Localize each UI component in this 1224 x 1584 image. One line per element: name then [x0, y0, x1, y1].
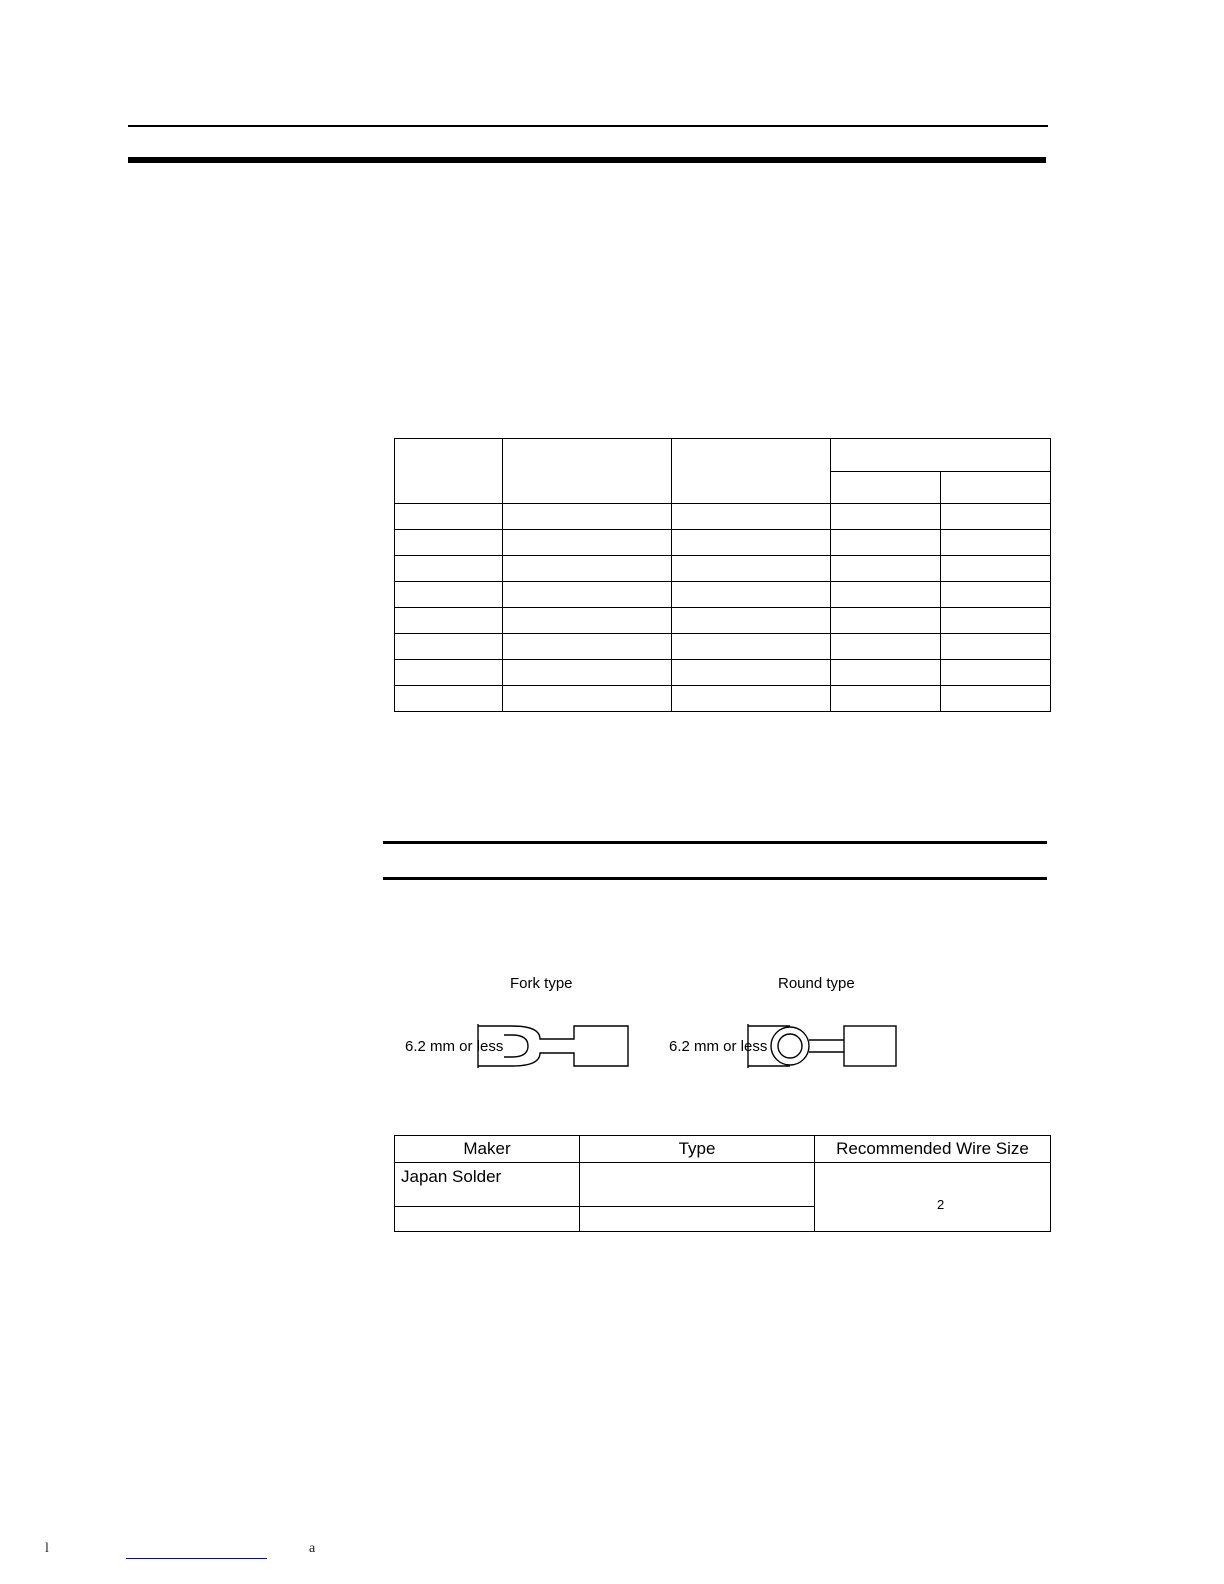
table-cell: [503, 686, 672, 712]
table-cell: [941, 686, 1051, 712]
table-cell: [831, 608, 941, 634]
table-row: [395, 608, 1051, 634]
table-cell: [672, 556, 831, 582]
table-cell: [503, 582, 672, 608]
table-cell: [395, 582, 503, 608]
table-row: [395, 530, 1051, 556]
table-cell: [395, 439, 503, 504]
table-cell: [831, 439, 1051, 472]
table-cell: [672, 582, 831, 608]
table-cell: [831, 530, 941, 556]
type-cell: [580, 1207, 815, 1232]
table-row: [395, 504, 1051, 530]
type-header: Type: [580, 1136, 815, 1163]
table-cell: [831, 634, 941, 660]
table-cell: [672, 634, 831, 660]
table-cell: [672, 660, 831, 686]
wire-size-cell: [815, 1163, 1051, 1232]
table-cell: [831, 660, 941, 686]
section-rule-bottom: [383, 877, 1047, 880]
fork-type-label: Fork type: [510, 975, 573, 992]
table-cell: [672, 530, 831, 556]
table-cell: [941, 472, 1051, 504]
table-cell: [503, 634, 672, 660]
round-type-label: Round type: [778, 975, 855, 992]
table-cell: [831, 472, 941, 504]
footer-right-char: a: [309, 1541, 316, 1556]
table-cell: [941, 530, 1051, 556]
maker-cell: Japan Solder: [395, 1163, 580, 1207]
table-cell: [503, 660, 672, 686]
table-cell: [831, 556, 941, 582]
table-cell: [395, 556, 503, 582]
table-cell: [503, 556, 672, 582]
table-cell: [503, 530, 672, 556]
table-cell: [395, 608, 503, 634]
table-row: [395, 556, 1051, 582]
table-cell: [395, 686, 503, 712]
round-terminal-icon: [740, 1018, 900, 1074]
table-cell: [503, 504, 672, 530]
header-rule-thick: [128, 157, 1046, 163]
table-row: [395, 1163, 1051, 1207]
maker-table: [394, 1135, 1051, 1232]
table-row: [395, 660, 1051, 686]
table-cell: [941, 504, 1051, 530]
maker-header: Maker: [395, 1136, 580, 1163]
spec-table: [394, 438, 1051, 712]
wire-size-superscript: 2: [937, 1197, 945, 1212]
table-header-row: [395, 1136, 1051, 1163]
table-cell: [941, 660, 1051, 686]
table-cell: [941, 582, 1051, 608]
footer-left-char: l: [45, 1541, 49, 1556]
table-row: [395, 439, 1051, 472]
table-cell: [395, 504, 503, 530]
table-cell: [395, 660, 503, 686]
fork-terminal-icon: [470, 1018, 635, 1074]
type-cell: [580, 1163, 815, 1207]
table-cell: [672, 439, 831, 504]
wire-size-header: Recommended Wire Size: [815, 1136, 1051, 1163]
table-row: [395, 686, 1051, 712]
table-cell: [395, 634, 503, 660]
round-dimension-label: 6.2 mm or less: [669, 1038, 768, 1055]
table-cell: [941, 634, 1051, 660]
table-cell: [831, 582, 941, 608]
table-cell: [941, 556, 1051, 582]
table-cell: [503, 439, 672, 504]
table-row: [395, 582, 1051, 608]
table-cell: [672, 686, 831, 712]
table-cell: [672, 608, 831, 634]
table-cell: [503, 608, 672, 634]
table-cell: [831, 504, 941, 530]
fork-dimension-label: 6.2 mm or less: [405, 1038, 504, 1055]
table-cell: [395, 530, 503, 556]
table-cell: [831, 686, 941, 712]
section-rule-top: [383, 841, 1047, 844]
maker-cell: [395, 1207, 580, 1232]
table-cell: [672, 504, 831, 530]
table-cell: [941, 608, 1051, 634]
header-rule-thin: [128, 125, 1048, 127]
table-row: [395, 634, 1051, 660]
footer-link[interactable]: [126, 1557, 267, 1559]
